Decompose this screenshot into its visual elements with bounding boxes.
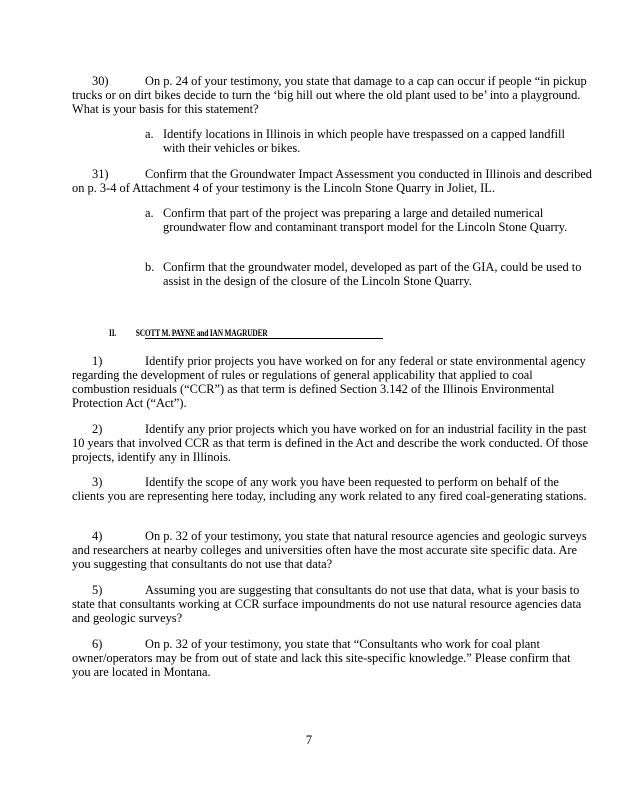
question-number: 30) <box>92 74 109 88</box>
question-number: 5) <box>92 583 103 597</box>
question-text: On p. 24 of your testimony, you state that damage to a cap can occur if people “in pickup trucks or on dirt bikes decide to turn the ‘big hill out where the old plant used to be’ into a playground. What is your basis for this statement? <box>72 74 587 116</box>
question-number: 1) <box>92 354 103 368</box>
question-30-sub-a <box>145 127 585 155</box>
question-31-sub-a <box>145 206 585 234</box>
page-number: 7 <box>305 733 313 747</box>
question-30 <box>72 74 592 116</box>
section-underline <box>145 338 383 339</box>
section-question-6 <box>72 637 592 679</box>
question-text: On p. 32 of your testimony, you state that natural resource agencies and geologic surveys and researchers at nearby colleges and universities often have the most accurate site specific data. Are you suggesting that consultants do not use that data? <box>72 529 587 571</box>
question-text: Identify prior projects you have worked on for any federal or state environmental agency regarding the development of rules or regulations of general applicability that applied to coal combustion residuals (“CCR”) as that term is defined Section 3.142 of the Illinois Environmental Protection Act (“Act”). <box>72 354 586 410</box>
sub-item-label: a. <box>145 127 154 141</box>
section-title: SCOTT M. PAYNE and IAN MAGRUDER <box>135 328 268 338</box>
section-question-2 <box>72 422 592 464</box>
question-text: Identify any prior projects which you have worked on for an industrial facility in the past 10 years that involved CCR as that term is defined in the Act and describe the work conducted. Of those projects, identify any in Illinois. <box>72 422 589 464</box>
sub-item-text: Confirm that the groundwater model, developed as part of the GIA, could be used to assist in the design of the closure of the Lincoln Stone Quarry. <box>163 260 582 288</box>
question-31 <box>72 167 592 195</box>
question-text: Assuming you are suggesting that consultants do not use that data, what is your basis to state that consultants working at CCR surface impoundments do not use natural resource agencies data and geologic surveys? <box>72 583 582 625</box>
question-number: 3) <box>92 475 103 489</box>
sub-item-text: Confirm that part of the project was preparing a large and detailed numerical groundwater flow and contaminant transport model for the Lincoln Stone Quarry. <box>163 206 568 234</box>
question-number: 2) <box>92 422 103 436</box>
question-number: 6) <box>92 637 103 651</box>
sub-item-label: b. <box>145 260 155 274</box>
question-text: Identify the scope of any work you have been requested to perform on behalf of the clients you are representing here today, including any work related to any fired coal-generating stations. <box>72 475 587 503</box>
section-question-4 <box>72 529 592 571</box>
question-number: 4) <box>92 529 103 543</box>
question-31-sub-b <box>145 260 585 288</box>
sub-item-text: Identify locations in Illinois in which people have trespassed on a capped landfill with their vehicles or bikes. <box>163 127 565 155</box>
section-question-1 <box>72 354 592 410</box>
question-text: On p. 32 of your testimony, you state that “Consultants who work for coal plant owner/operators may be from out of state and lack this site-specific knowledge.” Please confirm that you are located in Montana. <box>72 637 571 679</box>
question-text: Confirm that the Groundwater Impact Assessment you conducted in Illinois and described on p. 3-4 of Attachment 4 of your testimony is the Lincoln Stone Quarry in Joliet, IL. <box>72 167 592 195</box>
question-number: 31) <box>92 167 109 181</box>
sub-item-label: a. <box>145 206 154 220</box>
section-question-3 <box>72 475 592 503</box>
section-question-5 <box>72 583 592 625</box>
section-numeral: II. <box>109 328 117 338</box>
